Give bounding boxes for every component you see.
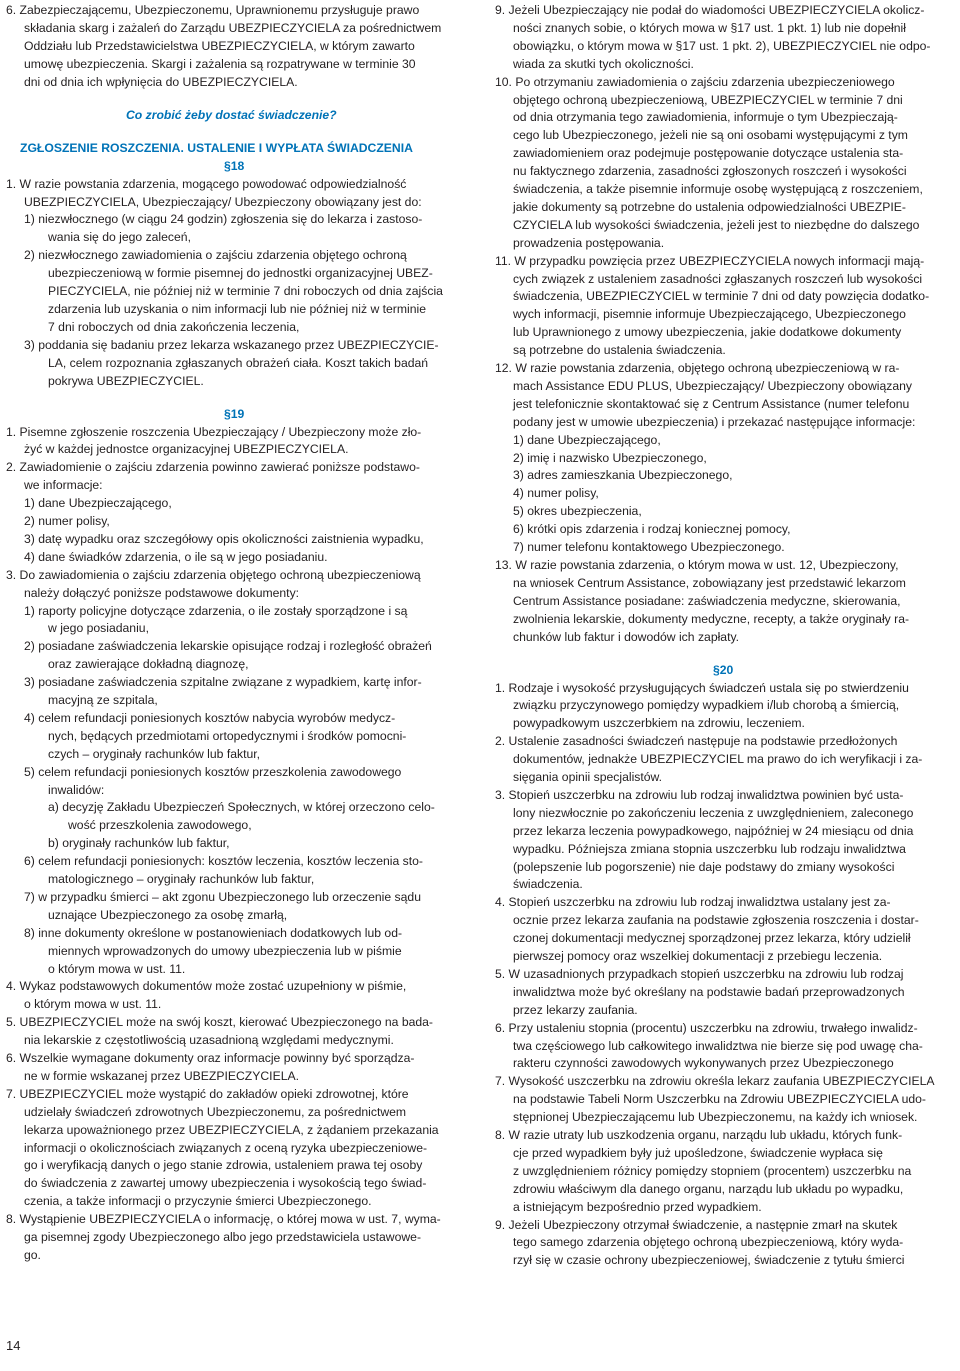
text-line: od dnia otrzymania tego zawiadomienia, informuje o tym Ubezpieczają- [513,110,898,125]
text-line: inwalidztwa może być określany na podstawie badań przeprowadzonych [513,984,905,999]
text-line: 1) dane Ubezpieczającego, [513,432,661,447]
text-line: matologicznego – oryginały rachunków lub faktur, [48,872,315,887]
text-line: UBEZPIECZYCIELA, Ubezpieczający/ Ubezpieczony obowiązany jest do: [24,194,422,209]
text-line: uznające Ubezpieczonego za osobę zmarłą, [48,907,288,922]
text-line: wania się do jego zaleceń, [48,230,191,245]
text-line: świadczenia, a także pisemnie informuje osobę występującą z roszczeniem, [513,182,923,196]
text-line: CZYCIELA lub wysokości świadczenia, jeżeli jest to niezbędne do dalszego [513,217,920,232]
text-line: 3. Stopień uszczerbku na zdrowiu lub rodzaj inwalidztwa powinien być usta- [495,787,904,802]
text-line: zwolnienia lekarskie, dokumenty medyczne, recepty, a także oryginały ra- [513,611,910,626]
text-line: wiada za skutki tych okoliczności. [513,56,694,71]
text-line: go. [24,1247,41,1262]
text-line: 2) numer polisy, [24,514,110,529]
section-number: §19 [224,406,245,421]
text-line: na podstawie Tabeli Norm Uszczerbku na Zdrowiu UBEZPIECZYCIELA udo- [513,1092,926,1107]
text-line: 1) niezwłocznego (w ciągu 24 godzin) zgłoszenia się do lekarza i zastoso- [24,212,423,227]
text-line: zdarzenia lub uzyskania o nim informacji lub nie później niż w terminie [48,301,426,316]
text-line: związku przyczynowego pomiędzy wypadkiem i/lub chorobą a śmiercią, [513,698,900,713]
text-line: o którym mowa w ust. 11. [24,997,162,1012]
text-line: na wniosek Centrum Assistance, zobowiązany jest przedstawić lekarzom [513,575,906,590]
text-line: miennych wprowadzonych do umowy ubezpieczenia lub w piśmie [48,943,402,958]
text-line: nu faktycznego zdarzenia, zasadności zgłoszonych roszczeń i wysokości [513,164,907,179]
text-line: ubezpieczeniową w formie pisemnej do jednostki organizacyjnej UBEZ- [48,266,433,281]
text-line: 13. W razie powstania zdarzenia, o którym mowa w ust. 12, Ubezpieczony, [495,557,899,572]
text-line: 7 dni roboczych od dnia zakończenia leczenia, [48,319,300,334]
text-line: rakteru czynności zawodowych wykonywanych przez Ubezpieczonego [513,1056,894,1071]
text-line: ności znanych sobie, o których mowa w §17 ust. 1 pkt. 1) lub nie dopełnił [513,20,906,35]
section-heading: ZGŁOSZENIE ROSZCZENIA. USTALENIE I WYPŁATA ŚWIADCZENIA [20,140,413,155]
text-line: pierwszej pomocy oraz wszelkiej dokumentacji z przebiegu leczenia. [513,949,883,963]
text-line: 1. Rodzaje i wysokość przysługujących świadczeń ustala się po stwierdzeniu [495,680,909,695]
text-line: 5) celem refundacji poniesionych kosztów przeszkolenia zawodowego [24,764,402,779]
text-line: twa częściowego lub całkowitego inwalidztwa nie bierze się pod uwagę cha- [513,1038,923,1053]
text-line: cego lub Ubezpieczonego, jeżeli nie są oni osobami występującymi z tym [513,128,908,143]
text-line: 2) posiadane zaświadczenia lekarskie opisujące rodzaj i rozległość obrażeń [24,639,432,654]
text-line: o którym mowa w ust. 11. [48,961,186,976]
text-line: dokumentów, jednakże UBEZPIECZYCIEL ma prawo do ich weryfikacji i za- [513,752,923,767]
page-number: 14 [6,1338,21,1353]
text-line: świadczenia, UBEZPIECZYCIEL w terminie 7 dni od daty powzięcia dodatko- [513,289,930,304]
text-line: pokrywa UBEZPIECZYCIEL. [48,373,204,388]
text-line: 5) okres ubezpieczenia, [513,504,642,519]
text-line: 1) raporty policyjne dotyczące zdarzenia, o ile zostały sporządzone i są [24,603,408,618]
text-line: informacji o okolicznościach związanych z oceną ryzyka ubezpieczeniowe- [24,1140,428,1155]
text-line: 7) numer telefonu kontaktowego Ubezpieczonego. [513,540,785,554]
text-line: ne w formie wskazanej przez UBEZPIECZYCIELA. [24,1068,299,1083]
text-line: 2) niezwłocznego zawiadomienia o zajściu zdarzenia objętego ochroną [24,248,407,263]
text-line: z uwzględnieniem różnicy pomiędzy stopniem (procentem) uszczerbku na [513,1163,912,1178]
text-line: Oddziału lub Przedstawicielstwa UBEZPIECZYCIELA, w którym zawarto [24,38,415,53]
text-line: 11. W przypadku powzięcia przez UBEZPIECZYCIELA nowych informacji mają- [495,253,925,268]
text-line: 4. Stopień uszczerbku na zdrowiu lub rodzaj inwalidztwa ustalany jest za- [495,895,891,910]
text-line: oraz zawierające dokładną diagnozę, [48,657,249,672]
text-line: dni od dnia ich wpłynięcia do UBEZPIECZYCIELA. [24,74,298,89]
text-line: a) decyzję Zakładu Ubezpieczeń Społecznych, w której orzeczono celo- [48,800,435,815]
text-line: macyjną ze szpitala, [48,693,158,708]
text-line: zawiadomieniem oraz podejmuje postępowanie dotyczące ustalenia sta- [513,146,904,161]
text-line: 4) numer polisy, [513,486,599,501]
text-line: wość przeszkolenia zawodowego, [68,818,252,833]
text-line: 4. Wykaz podstawowych dokumentów może zostać uzupełniony w piśmie, [6,979,407,994]
text-line: czenia, a także informacji o przyczynie śmierci Ubezpieczonego. [24,1194,372,1209]
text-line: lony niezwłocznie po zakończeniu leczenia z uwzględnieniem, zaleconego [513,805,914,820]
text-line: przez lekarzy zaufania. [513,1002,638,1017]
text-line: 6) krótki opis zdarzenia i rodzaj koniecznej pomocy, [513,522,791,537]
text-line: nia lekarskie z częstotliwością uzasadnioną względami medycznymi. [24,1033,394,1048]
text-line: czych – oryginały rachunków lub faktur, [48,746,261,761]
text-line: 5. W uzasadnionych przypadkach stopień uszczerbku na zdrowiu lub rodzaj [495,966,904,981]
text-line: we informacje: [24,478,103,493]
text-line: objętego ochroną ubezpieczeniową, UBEZPIECZYCIEL w terminie 7 dni [513,92,903,107]
text-line: lub Uprawnionego z umowy ubezpieczenia, jakie dodatkowe dokumenty [513,325,902,340]
text-line: nych, będących przedmiotami ortopedycznymi i środków pomocni- [48,728,407,743]
text-line: 9. Jeżeli Ubezpieczający nie podał do wiadomości UBEZPIECZYCIELA okolicz- [495,3,925,17]
text-line: do świadczenia z zawartej umowy ubezpieczenia i wysokością tego świad- [24,1176,427,1191]
text-line: obowiązku, o którym mowa w §17 ust. 1 pkt. 2), UBEZPIECZYCIEL nie odpo- [513,38,931,53]
text-line: wypadku. Późniejsza zmiana stopnia uszczerbku lub rodzaju inwalidztwa [513,841,906,856]
text-line: przez lekarza leczenia powypadkowego, najpóźniej w 24 miesiącu od dnia [513,823,914,838]
text-line: 7) w przypadku śmierci – akt zgonu Ubezpieczonego lub orzeczenie sądu [24,889,421,904]
text-line: 3) datę wypadku oraz szczegółowy opis okoliczności zaistnienia wypadku, [24,531,424,546]
text-line: udzielały świadczeń zdrowotnych Ubezpieczonemu, za pośrednictwem [24,1104,407,1119]
text-line: 6. Zabezpieczającemu, Ubezpieczonemu, Uprawnionemu przysługuje prawo [6,3,420,17]
text-line: 4) dane świadków zdarzenia, o ile są w jego posiadaniu. [24,549,328,564]
text-line: PIECZYCIELA, nie później niż w terminie 7 dni roboczych od dnia zajścia [48,284,443,299]
text-line: 5. UBEZPIECZYCIEL może na swój koszt, kierować Ubezpieczonego na bada- [6,1015,433,1030]
text-line: 6. Wszelkie wymagane dokumenty oraz informacje powinny być sporządza- [6,1051,415,1066]
text-line: sięgania opinii specjalistów. [513,770,663,784]
text-line: czonej dokumentacji medycznej sporządzonej przez lekarza, który udzielił [513,931,911,946]
text-line: prowadzenia postępowania. [513,235,665,250]
text-line: cje przed wypadkiem były już upośledzone, świadczenie wypłaca się [513,1145,883,1160]
section-subtitle: Co zrobić żeby dostać świadczenie? [126,107,337,122]
text-line: stępnionej Ubezpieczającemu lub Ubezpieczonemu, na każdy ich wniosek. [513,1110,918,1125]
text-line: podany jest w umowie ubezpieczenia) i przekazać następujące informacje: [513,414,916,429]
text-line: 6. Przy ustaleniu stopnia (procentu) uszczerbku na zdrowiu, trwałego inwalidz- [495,1020,918,1035]
text-line: 2. Ustalenie zasadności świadczeń następuje na podstawie przedłożonych [495,734,898,749]
text-line: należy dołączyć poniższe podstawowe dokumenty: [24,585,300,600]
section-number: §20 [713,662,734,677]
text-line: 9. Jeżeli Ubezpieczony otrzymał świadczenie, a następnie zmarł na skutek [495,1217,898,1232]
text-line: ocznie przez lekarza zaufania na podstawie zgłoszenia roszczenia i dostar- [513,913,919,928]
text-line: 7. Wysokość uszczerbku na zdrowiu określa lekarz zaufania UBEZPIECZYCIELA [495,1074,935,1089]
text-line: 6) celem refundacji poniesionych: kosztów leczenia, kosztów leczenia sto- [24,854,423,869]
text-line: b) oryginały rachunków lub faktur, [48,836,230,851]
text-line: go i weryfikacją danych o jego stanie zdrowia, ustaleniem prawa tej osoby [24,1158,423,1173]
text-line: 3) posiadane zaświadczenia szpitalne związane z wypadkiem, kartę infor- [24,675,422,690]
text-line: a istniejącym bezpośrednio przed wypadkiem. [513,1199,762,1214]
text-line: 7. UBEZPIECZYCIEL może wystąpić do zakładów opieki zdrowotnej, które [6,1086,409,1101]
text-line: LA, celem rozpoznania zgłaszanych obrażeń ciała. Koszt takich badań [48,355,429,370]
text-line: rzył się w czasie ochrony ubezpieczeniowej, świadczenie z tytułu śmierci [513,1253,905,1268]
section-number: §18 [224,158,245,173]
text-line: 8. W razie utraty lub uszkodzenia organu, narządu lub układu, których funk- [495,1128,903,1142]
text-line: wych informacji, pisemnie informuje Ubezpieczającego, Ubezpieczonego [513,307,906,322]
text-line: w jego posiadaniu, [48,621,149,636]
text-line: żyć w każdej jednostce organizacyjnej UBEZPIECZYCIELA. [24,442,349,457]
text-line: świadczenia. [513,877,583,892]
text-line: składania skarg i zażaleń do Zarządu UBEZPIECZYCIELA za pośrednictwem [24,20,442,35]
text-line: tego samego zdarzenia objętego ochroną ubezpieczeniową, który wyda- [513,1235,904,1250]
text-line: 12. W razie powstania zdarzenia, objętego ochroną ubezpieczeniową w ra- [495,361,900,375]
text-line: ga pisemnej zgody Ubezpieczonego albo jego przedstawiciela ustawowe- [24,1230,422,1245]
text-line: 1. Pisemne zgłoszenie roszczenia Ubezpieczający / Ubezpieczony może zło- [6,424,422,439]
text-line: chunków lub faktur i dowodów ich zapłaty. [513,629,740,644]
text-line: Centrum Assistance posiadane: zaświadczenia medyczne, skierowania, [513,593,901,608]
text-line: umowę ubezpieczenia. Skargi i zażalenia są rozpatrywane w terminie 30 [24,56,416,71]
text-line: 8) inne dokumenty określone w postanowieniach dodatkowych lub od- [24,925,403,940]
text-line: inwalidów: [48,782,105,797]
text-line: mach Assistance EDU PLUS, Ubezpieczający/ Ubezpieczony obowiązany [513,378,912,393]
text-line: 3. Do zawiadomienia o zajściu zdarzenia objętego ochroną ubezpieczeniową [6,567,421,582]
text-line: powypadkowym uszczerbkiem na zdrowiu, leczeniem. [513,716,805,731]
text-line: 2) imię i nazwisko Ubezpieczonego, [513,450,707,465]
text-line: 4) celem refundacji poniesionych kosztów nabycia wyrobów medycz- [24,710,396,725]
text-line: 2. Zawiadomienie o zajściu zdarzenia powinno zawierać poniższe podstawo- [6,460,420,475]
text-line: 3) poddania się badaniu przez lekarza wskazanego przez UBEZPIECZYCIE- [24,337,439,352]
text-line: 1) dane Ubezpieczającego, [24,496,172,511]
text-line: jakie dokumenty są potrzebne do ustalenia odpowiedzialności UBEZPIE- [513,199,906,214]
text-line: lekarza upoważnionego przez UBEZPIECZYCIELA, z żądaniem przekazania [24,1122,439,1137]
text-line: cych związek z ustaleniem zasadności zgłaszanych roszczeń lub wysokości [513,271,923,286]
text-line: zdrowiu właściwym dla danego organu, narządu lub układu po wypadku, [513,1181,904,1196]
text-line: jest telefonicznie skontaktować się z Centrum Assistance (numer telefonu [513,396,910,411]
text-line: 3) adres zamieszkania Ubezpieczonego, [513,468,733,483]
text-line: 8. Wystąpienie UBEZPIECZYCIELA o informację, o której mowa w ust. 7, wyma- [6,1212,441,1227]
text-line: 1. W razie powstania zdarzenia, mogącego powodować odpowiedzialność [6,176,407,191]
text-line: (polepszenie lub pogorszenie) nie daje podstawy do zmiany wysokości [513,859,895,874]
text-line: są potrzebne do ustalenia świadczenia. [513,343,726,358]
text-line: 10. Po otrzymaniu zawiadomienia o zajściu zdarzenia ubezpieczeniowego [495,74,895,89]
